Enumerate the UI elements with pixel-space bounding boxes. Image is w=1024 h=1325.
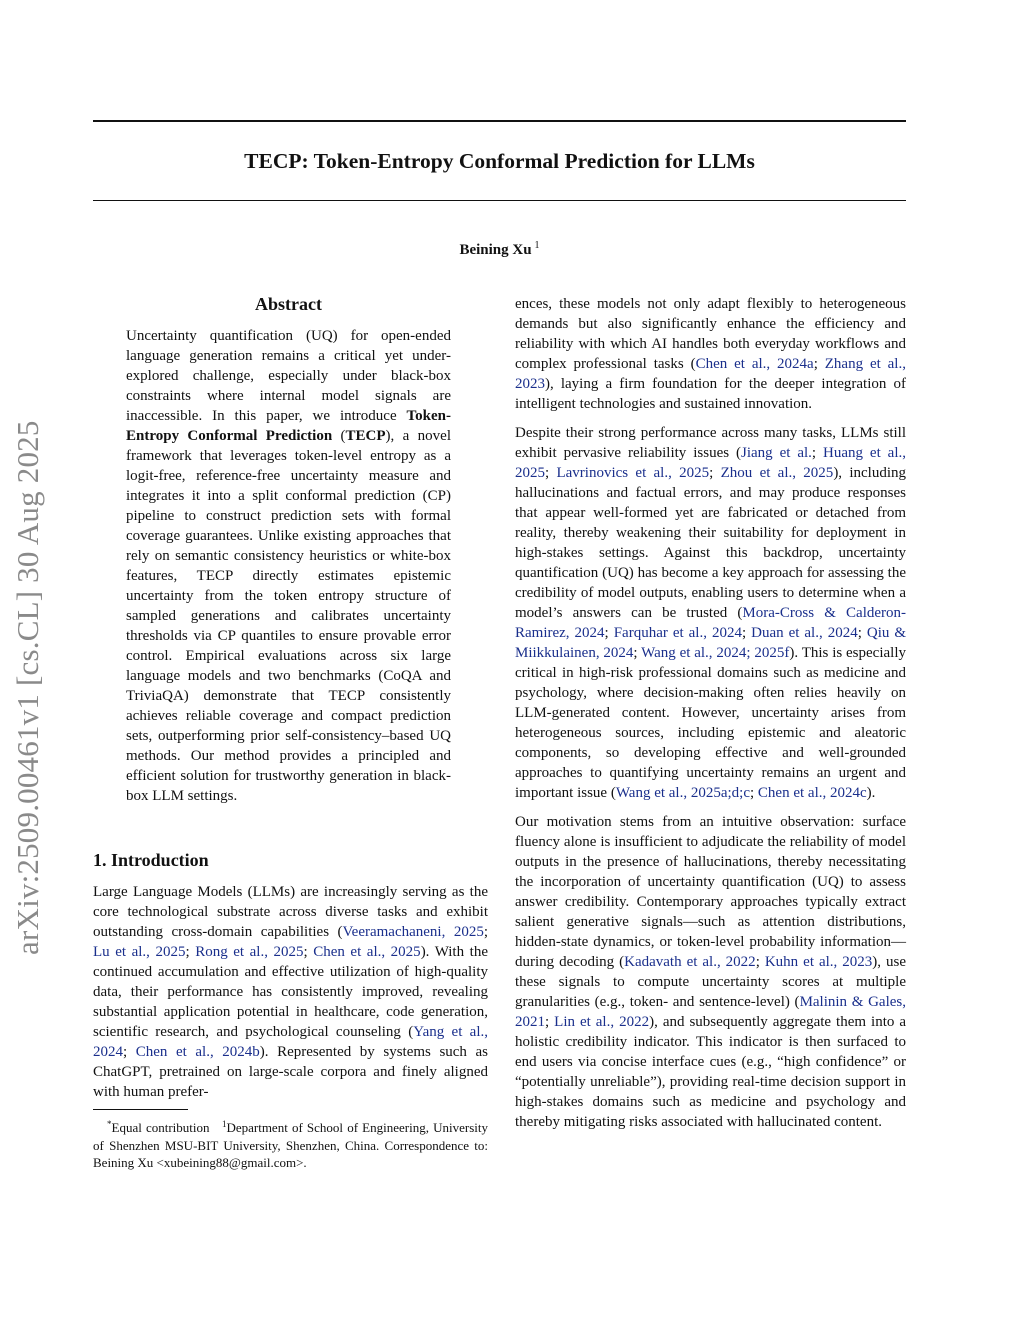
footnote-equal-contribution: Equal contribution [111, 1120, 210, 1135]
citation-link[interactable]: Farquhar et al., 2024 [613, 625, 742, 641]
intro-text: ). With the continued accumulation and effective utilization of high-quality data, their performance has consistently improved, revealing substantial application potential in healthcare, code generation, scientific research, and psychological counseling ( [93, 944, 488, 1040]
citation-separator: ; [750, 785, 758, 801]
citation-link[interactable]: Yang et al., 2024 [93, 1024, 489, 1060]
citation-link[interactable]: Veeramachaneni, 2025 [342, 924, 484, 940]
citation-separator: ; [545, 465, 557, 481]
right-column [515, 294, 906, 1141]
arxiv-stamp: arXiv:2509.00461v1 [cs.CL] 30 Aug 2025 [10, 420, 45, 955]
author-affiliation-mark: 1 [534, 240, 540, 251]
citation-link[interactable]: Lavrinovics et al., 2025 [556, 465, 710, 481]
body-paragraph [515, 294, 906, 414]
citation-separator: ; [741, 625, 752, 641]
citation-link[interactable]: Rong et al., 2025 [195, 944, 304, 960]
method-abbreviation: TECP [345, 428, 386, 444]
body-text: ), laying a firm foundation for the deeper integration of intelligent technologies and sustained innovation. [515, 376, 906, 412]
method-name: Token-Entropy Conformal Prediction [126, 408, 451, 444]
introduction-left-column [93, 882, 488, 1102]
citation-link[interactable]: Kuhn et al., 2023 [764, 954, 873, 970]
abstract-paragraph [126, 326, 451, 806]
body-text: ). [866, 785, 876, 801]
citation-link[interactable]: Qiu & Miikkulainen, 2024 [515, 625, 907, 661]
body-text: ), use these signals to compute uncertainty scores at multiple granularities (e.g., token- and sentence-level) ( [515, 954, 907, 1010]
abstract-text: ( [332, 428, 346, 444]
footnote-text [93, 1116, 488, 1172]
title-top-rule [93, 120, 906, 122]
body-text: ), including hallucinations and factual errors, and may produce responses that appear well-formed yet are fabricated or detached from reality, thereby weakening their suitability for deployment in high-stakes settings. Against this backdrop, uncertainty quantification (UQ) has become a key approach for assessing the credibility of model outputs, enabling users to determine when a model’s answers can be trusted ( [515, 465, 907, 621]
citation-link[interactable]: Chen et al., 2024b [135, 1044, 260, 1060]
body-text: ences, these models not only adapt flexibly to heterogeneous demands but also significantly enhance the efficiency and reliability with which AI handles both everyday workflows and complex professional tasks ( [515, 296, 906, 372]
intro-text: Large Language Models (LLMs) are increasingly serving as the core technological substrate across diverse tasks and exhibit outstanding cross-domain capabilities ( [93, 884, 488, 940]
citation-link[interactable]: Wang et al., 2025a;d;c [615, 785, 750, 801]
citation-link[interactable]: Zhang et al., 2023 [515, 356, 906, 392]
intro-paragraph [93, 882, 488, 1102]
body-paragraph [515, 812, 906, 1132]
introduction-heading: 1. Introduction [93, 850, 209, 870]
title-bottom-rule [93, 200, 906, 201]
body-text: ), and subsequently aggregate them into a holistic credibility indicator. This indicator is then surfaced to end users via concise interface cues (e.g., “high confidence” or “potentially unreliable”), providing real-time decision support in high-stakes domains such as medicine and psychology and thereby mitigating risks associated with hallucinated content. [515, 1014, 906, 1130]
citation-link[interactable]: Malinin & Gales, 2021 [515, 994, 907, 1030]
citation-link[interactable]: Lu et al., 2025 [93, 944, 186, 960]
footnote-affiliation: Department of School of Engineering, University of Shenzhen MSU-BIT University, Shenzhen, China. Correspondence to: Beining Xu <xubeining88@gmail.com>. [93, 1120, 488, 1170]
citation-separator: ; [633, 645, 642, 661]
citation-link[interactable]: Zhou et al., 2025 [720, 465, 834, 481]
citation-separator: ; [483, 924, 488, 940]
citation-separator: ; [123, 1044, 136, 1060]
citation-separator: ; [813, 356, 825, 372]
intro-text: ). Represented by systems such as ChatGPT, pretrained on large-scale corpora and finely aligned with human prefer- [93, 1044, 488, 1100]
body-text: Despite their strong performance across many tasks, LLMs still exhibit pervasive reliability issues ( [515, 425, 906, 461]
abstract-body [126, 326, 451, 806]
paper-title: TECP: Token-Entropy Conformal Prediction for LLMs [244, 149, 755, 173]
citation-link[interactable]: Kadavath et al., 2022 [624, 954, 756, 970]
citation-link[interactable]: Wang et al., 2024; 2025f [641, 645, 790, 661]
citation-separator: ; [811, 445, 823, 461]
body-text: Our motivation stems from an intuitive observation: surface fluency alone is insufficient to adjudicate the reliability of model outputs in the presence of hallucinations, thereby necessitating the incorporation of uncertainty quantification (UQ) to assess answer credibility. Contemporary approaches typically extract salient generative signals—such as attention distributions, hidden-state dynamics, or token-level probability information—during decoding ( [515, 814, 906, 970]
citation-separator: ; [709, 465, 721, 481]
footnote-mark: * [107, 1119, 112, 1129]
body-paragraph [515, 423, 906, 803]
footnote-rule [93, 1109, 188, 1110]
citation-separator: ; [545, 1014, 555, 1030]
abstract-text: ), a novel framework that leverages token-level entropy as a logit-free, reference-free uncertainty measure and integrates it into a split conformal prediction (CP) pipeline to construct prediction sets with formal coverage guarantees. Unlike existing approaches that rely on semantic consistency heuristics or white-box features, TECP directly estimates epistemic uncertainty from the token entropy structure of sampled generations and calibrates uncertainty thresholds via CP quantiles to ensure provable error control. Empirical evaluations across six large language models and two benchmarks (CoQA and TriviaQA) demonstrate that TECP consistently achieves reliable coverage and compact prediction sets, outperforming prior self-consistency–based UQ methods. Our method provides a principled and efficient solution for trustworthy generation in black-box LLM settings. [126, 428, 451, 804]
citation-separator: ; [755, 954, 765, 970]
author-name: Beining Xu [459, 242, 532, 258]
author-line [93, 236, 906, 260]
abstract-text: Uncertainty quantification (UQ) for open-ended language generation remains a critical yet under-explored challenge, especially under black-box constraints where internal model signals are inaccessible. In this paper, we introduce [126, 328, 451, 424]
body-text: ). This is especially critical in high-risk professional domains such as medicine and psychology, where decision-making often relies heavily on LLM-generated content. However, uncertainty arises from heterogeneous sources, including epistemic and aleatoric components, so developing effective and well-grounded approaches to quantifying uncertainty remains an urgent and important issue ( [515, 645, 906, 801]
citation-link[interactable]: Chen et al., 2024c [757, 785, 867, 801]
citation-link[interactable]: Jiang et al. [740, 445, 812, 461]
citation-separator: ; [604, 625, 614, 641]
citation-link[interactable]: Mora-Cross & Calderon-Ramirez, 2024 [515, 605, 907, 641]
citation-link[interactable]: Duan et al., 2024 [751, 625, 858, 641]
abstract-heading: Abstract [255, 294, 322, 314]
citation-separator: ; [303, 944, 314, 960]
citation-link[interactable]: Chen et al., 2025 [313, 944, 421, 960]
citation-link[interactable]: Lin et al., 2022 [554, 1014, 650, 1030]
citation-link[interactable]: Huang et al., 2025 [515, 445, 906, 481]
footnote [93, 1116, 488, 1172]
citation-link[interactable]: Chen et al., 2024a [695, 356, 814, 372]
citation-separator: ; [857, 625, 867, 641]
footnote-mark: 1 [221, 1119, 227, 1129]
citation-separator: ; [185, 944, 196, 960]
